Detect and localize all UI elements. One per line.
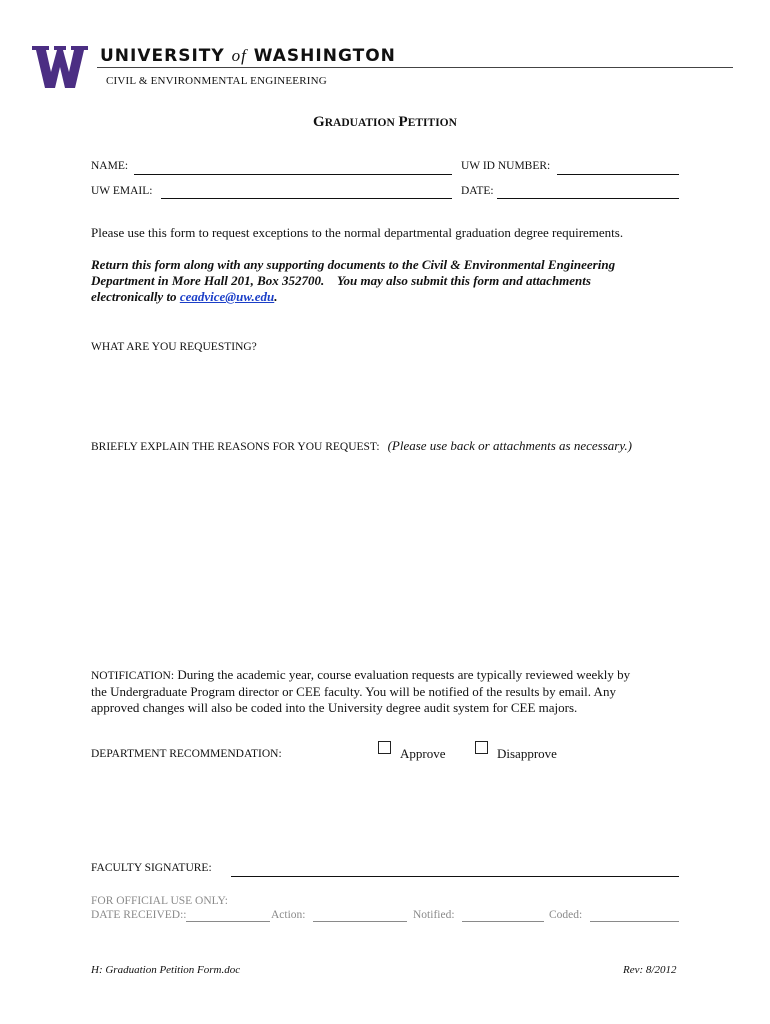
uw-logo-icon: [32, 46, 88, 88]
date-label: DATE:: [461, 185, 494, 197]
notification-text: NOTIFICATION: During the academic year, course evaluation requests are typically reviewed weekly by the Undergraduate Program director or CEE faculty. You will be notified of the results by email. Any approved changes will also be coded into the University degree audit system for CEE majors.: [91, 667, 631, 715]
reasons-hint: (Please use back or attachments as necessary.): [387, 438, 632, 453]
university-name: UNIVERSITY of WASHINGTON: [100, 46, 396, 66]
department-name: CIVIL & ENVIRONMENTAL ENGINEERING: [106, 75, 327, 87]
name-label: NAME:: [91, 160, 129, 172]
reasons-area[interactable]: [91, 460, 681, 650]
reasons-heading: [91, 437, 632, 455]
uwid-label: UW ID NUMBER:: [461, 160, 551, 172]
reasons-label: BRIEFLY EXPLAIN THE REASONS FOR YOU REQUEST:: [91, 441, 380, 453]
name-field[interactable]: [134, 174, 452, 175]
official-use-heading: FOR OFFICIAL USE ONLY:: [91, 895, 228, 907]
email-field[interactable]: [161, 198, 452, 199]
approve-label: Approve: [400, 746, 446, 761]
footer-filename: H: Graduation Petition Form.doc: [91, 964, 241, 976]
page-title: GRADUATION PETITION: [313, 114, 457, 130]
email-link[interactable]: ceadvice@uw.edu: [179, 289, 275, 304]
date-received-label: DATE RECEIVED::: [91, 909, 187, 921]
request-label: WHAT ARE YOU REQUESTING?: [91, 341, 257, 353]
email-label: UW EMAIL:: [91, 185, 153, 197]
notified-label: Notified:: [413, 909, 455, 921]
recommendation-label: DEPARTMENT RECOMMENDATION:: [91, 748, 282, 760]
footer-revision: Rev: 8/2012: [623, 964, 677, 976]
header-rule: [97, 67, 733, 68]
uwid-field[interactable]: [557, 174, 679, 175]
date-field[interactable]: [497, 198, 679, 199]
notified-field[interactable]: [462, 921, 544, 922]
disapprove-checkbox[interactable]: [475, 741, 488, 754]
action-label: Action:: [271, 909, 306, 921]
return-note: Return this form along with any supporting documents to the Civil & Environmental Engineering Department in More Hall 201, Box 352700. You may also submit this form and attachments electronically to ceadvice@uw.edu.: [91, 257, 616, 304]
coded-label: Coded:: [549, 909, 583, 921]
approve-checkbox[interactable]: [378, 741, 391, 754]
intro-text: Please use this form to request exceptions to the normal departmental graduation degree requirements.: [91, 225, 624, 240]
disapprove-label: Disapprove: [497, 746, 557, 761]
signature-field[interactable]: [231, 876, 679, 877]
date-received-field[interactable]: [186, 921, 270, 922]
signature-label: FACULTY SIGNATURE:: [91, 862, 212, 874]
request-area[interactable]: [91, 360, 681, 420]
coded-field[interactable]: [590, 921, 679, 922]
action-field[interactable]: [313, 921, 407, 922]
